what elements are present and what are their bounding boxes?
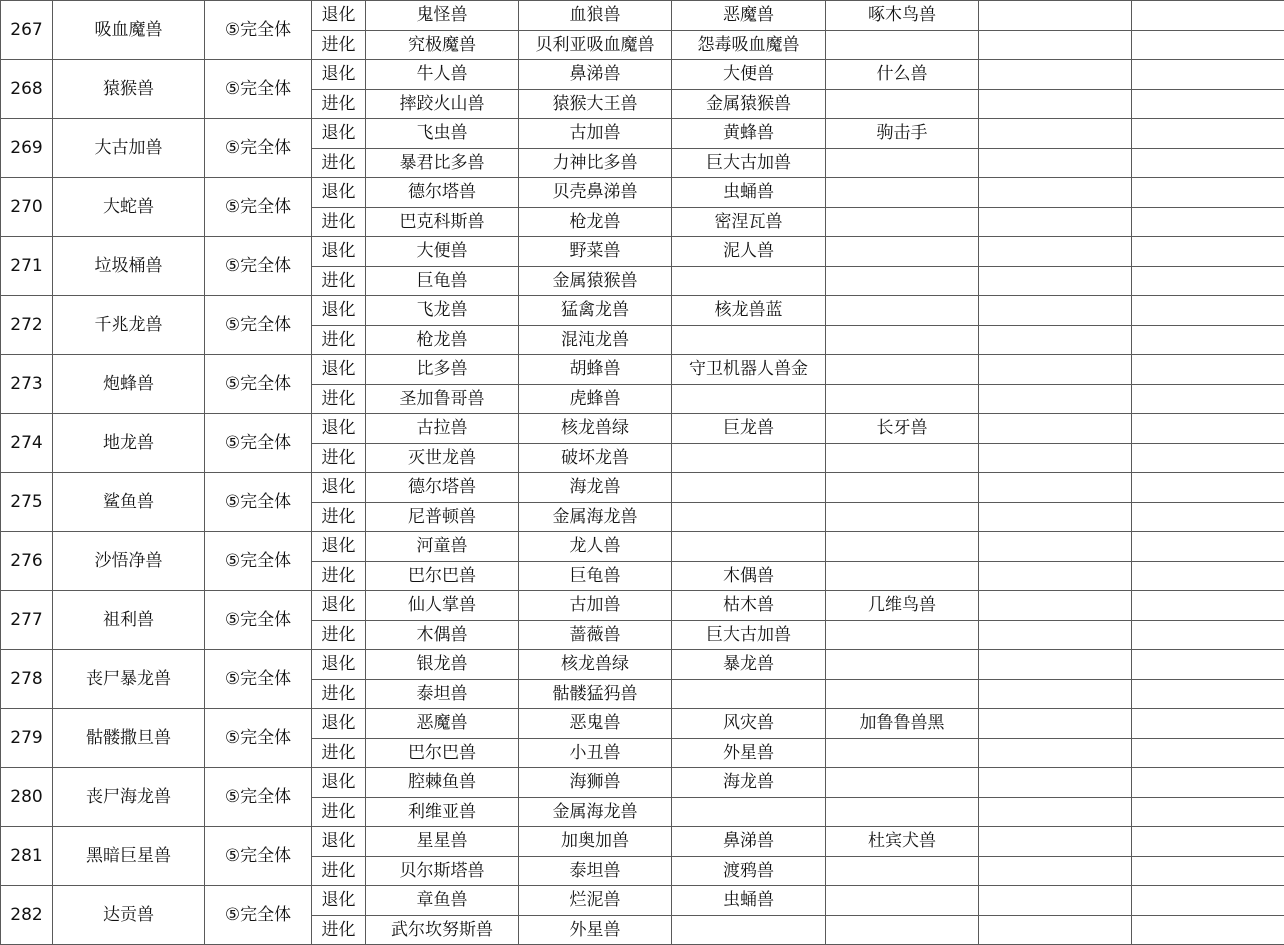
evolve-target-cell[interactable] [1132,856,1284,886]
stage-cell[interactable]: ⑤完全体 [205,119,312,178]
devolve-target-cell[interactable]: 虫蛹兽 [672,178,826,208]
evolve-target-cell[interactable] [1132,915,1284,945]
digimon-id-cell[interactable]: 271 [1,237,53,296]
table-row [1,768,1284,798]
evolve-target-cell[interactable]: 贝尔斯塔兽 [366,856,519,886]
evolve-label-cell[interactable]: 进化 [312,148,366,178]
evolve-target-cell[interactable]: 渡鸦兽 [672,856,826,886]
table-row [1,473,1284,503]
evolve-label-cell[interactable]: 进化 [312,384,366,414]
evolve-label-cell[interactable]: 进化 [312,502,366,532]
devolve-target-cell[interactable]: 德尔塔兽 [366,178,519,208]
devolve-label-cell[interactable]: 退化 [312,1,366,31]
devolve-target-cell[interactable]: 海龙兽 [519,473,672,503]
evolve-target-cell[interactable] [979,797,1132,827]
devolve-target-cell[interactable] [1132,60,1284,90]
evolve-target-cell[interactable]: 暴君比多兽 [366,148,519,178]
devolve-target-cell[interactable]: 几维鸟兽 [826,591,979,621]
devolve-target-cell[interactable]: 暴龙兽 [672,650,826,680]
table-row [1,414,1284,444]
evolve-target-cell[interactable] [979,207,1132,237]
devolve-target-cell[interactable] [979,650,1132,680]
evolve-label-cell[interactable]: 进化 [312,30,366,60]
digimon-id-cell[interactable]: 270 [1,178,53,237]
digimon-name-cell[interactable]: 千兆龙兽 [53,296,205,355]
digimon-id-cell[interactable]: 275 [1,473,53,532]
evolve-target-cell[interactable] [1132,89,1284,119]
evolve-target-cell[interactable] [826,443,979,473]
evolve-target-cell[interactable]: 外星兽 [519,915,672,945]
evolve-target-cell[interactable] [826,384,979,414]
devolve-target-cell[interactable]: 泥人兽 [672,237,826,267]
digimon-id-cell[interactable]: 280 [1,768,53,827]
devolve-target-cell[interactable]: 猛禽龙兽 [519,296,672,326]
table-row [1,650,1284,680]
evolve-label-cell[interactable]: 进化 [312,738,366,768]
digimon-name-cell[interactable]: 猿猴兽 [53,60,205,119]
devolve-target-cell[interactable] [979,827,1132,857]
devolve-target-cell[interactable] [826,296,979,326]
devolve-target-cell[interactable] [1132,178,1284,208]
evolve-label-cell[interactable]: 进化 [312,561,366,591]
digimon-name-cell[interactable]: 达贡兽 [53,886,205,945]
devolve-target-cell[interactable]: 古加兽 [519,119,672,149]
stage-cell[interactable]: ⑤完全体 [205,178,312,237]
devolve-target-cell[interactable]: 比多兽 [366,355,519,385]
digimon-id-cell[interactable]: 267 [1,1,53,60]
stage-cell[interactable]: ⑤完全体 [205,473,312,532]
evolve-target-cell[interactable]: 金属猿猴兽 [519,266,672,296]
devolve-target-cell[interactable] [979,768,1132,798]
devolve-target-cell[interactable]: 恶魔兽 [672,1,826,31]
devolve-target-cell[interactable] [979,1,1132,31]
devolve-target-cell[interactable]: 胡蜂兽 [519,355,672,385]
evolve-target-cell[interactable]: 木偶兽 [672,561,826,591]
devolve-target-cell[interactable] [826,768,979,798]
evolve-target-cell[interactable]: 贝利亚吸血魔兽 [519,30,672,60]
digimon-id-cell[interactable]: 278 [1,650,53,709]
evolve-target-cell[interactable]: 巴尔巴兽 [366,738,519,768]
evolve-target-cell[interactable]: 枪龙兽 [366,325,519,355]
evolve-target-cell[interactable] [672,384,826,414]
digimon-name-cell[interactable]: 地龙兽 [53,414,205,473]
devolve-label-cell[interactable]: 退化 [312,414,366,444]
devolve-target-cell[interactable] [672,473,826,503]
devolve-label-cell[interactable]: 退化 [312,473,366,503]
devolve-target-cell[interactable] [979,60,1132,90]
devolve-target-cell[interactable] [826,532,979,562]
evolve-target-cell[interactable]: 骷髅猛犸兽 [519,679,672,709]
digimon-id-cell[interactable]: 273 [1,355,53,414]
devolve-target-cell[interactable]: 飞虫兽 [366,119,519,149]
evolve-target-cell[interactable]: 猿猴大王兽 [519,89,672,119]
evolve-target-cell[interactable] [1132,148,1284,178]
evolve-target-cell[interactable] [826,502,979,532]
devolve-target-cell[interactable]: 德尔塔兽 [366,473,519,503]
evolve-target-cell[interactable] [979,502,1132,532]
devolve-target-cell[interactable] [1132,296,1284,326]
table-row [1,1,1284,31]
evolve-target-cell[interactable] [1132,561,1284,591]
evolve-target-cell[interactable]: 摔跤火山兽 [366,89,519,119]
evolve-target-cell[interactable]: 外星兽 [672,738,826,768]
devolve-target-cell[interactable] [979,532,1132,562]
evolve-target-cell[interactable] [1132,207,1284,237]
digimon-name-cell[interactable]: 鲨鱼兽 [53,473,205,532]
digimon-name-cell[interactable]: 祖利兽 [53,591,205,650]
evolve-target-cell[interactable]: 究极魔兽 [366,30,519,60]
devolve-target-cell[interactable]: 牛人兽 [366,60,519,90]
evolve-target-cell[interactable] [826,856,979,886]
evolve-target-cell[interactable] [672,266,826,296]
devolve-label-cell[interactable]: 退化 [312,119,366,149]
table-row [1,827,1284,857]
devolve-target-cell[interactable]: 古拉兽 [366,414,519,444]
devolve-target-cell[interactable] [979,119,1132,149]
stage-cell[interactable]: ⑤完全体 [205,1,312,60]
devolve-target-cell[interactable]: 野菜兽 [519,237,672,267]
devolve-label-cell[interactable]: 退化 [312,60,366,90]
devolve-label-cell[interactable]: 退化 [312,355,366,385]
devolve-target-cell[interactable]: 海狮兽 [519,768,672,798]
devolve-label-cell[interactable]: 退化 [312,178,366,208]
devolve-target-cell[interactable]: 银龙兽 [366,650,519,680]
devolve-target-cell[interactable]: 枯木兽 [672,591,826,621]
digimon-name-cell[interactable]: 炮蜂兽 [53,355,205,414]
devolve-target-cell[interactable]: 长牙兽 [826,414,979,444]
evolve-target-cell[interactable] [1132,620,1284,650]
digimon-id-cell[interactable]: 276 [1,532,53,591]
devolve-target-cell[interactable] [1132,650,1284,680]
devolve-target-cell[interactable] [1132,237,1284,267]
evolve-target-cell[interactable]: 力神比多兽 [519,148,672,178]
digimon-id-cell[interactable]: 274 [1,414,53,473]
evolve-target-cell[interactable] [1132,266,1284,296]
evolve-target-cell[interactable]: 金属海龙兽 [519,502,672,532]
devolve-target-cell[interactable]: 巨龙兽 [672,414,826,444]
stage-cell[interactable]: ⑤完全体 [205,827,312,886]
evolve-target-cell[interactable] [826,207,979,237]
devolve-label-cell[interactable]: 退化 [312,768,366,798]
evolve-target-cell[interactable]: 混沌龙兽 [519,325,672,355]
devolve-target-cell[interactable]: 大便兽 [672,60,826,90]
evolve-target-cell[interactable] [826,797,979,827]
devolve-label-cell[interactable]: 退化 [312,827,366,857]
evolve-target-cell[interactable] [979,738,1132,768]
evolve-target-cell[interactable]: 泰坦兽 [519,856,672,886]
evolve-target-cell[interactable]: 金属海龙兽 [519,797,672,827]
evolve-target-cell[interactable]: 巴尔巴兽 [366,561,519,591]
evolve-target-cell[interactable] [979,325,1132,355]
devolve-target-cell[interactable] [1132,473,1284,503]
evolve-target-cell[interactable] [979,30,1132,60]
table-row [1,178,1284,208]
stage-cell[interactable]: ⑤完全体 [205,532,312,591]
evolve-label-cell[interactable]: 进化 [312,856,366,886]
evolve-target-cell[interactable] [979,89,1132,119]
devolve-target-cell[interactable]: 章鱼兽 [366,886,519,916]
stage-cell[interactable]: ⑤完全体 [205,237,312,296]
evolve-target-cell[interactable] [826,325,979,355]
evolve-target-cell[interactable]: 金属猿猴兽 [672,89,826,119]
evolve-target-cell[interactable] [826,266,979,296]
devolve-target-cell[interactable] [672,532,826,562]
devolve-target-cell[interactable]: 腔棘鱼兽 [366,768,519,798]
digimon-id-cell[interactable]: 279 [1,709,53,768]
devolve-target-cell[interactable] [979,178,1132,208]
devolve-target-cell[interactable] [1132,532,1284,562]
evolve-target-cell[interactable]: 圣加鲁哥兽 [366,384,519,414]
table-row [1,532,1284,562]
evolve-target-cell[interactable] [826,679,979,709]
evolve-label-cell[interactable]: 进化 [312,443,366,473]
devolve-target-cell[interactable]: 啄木鸟兽 [826,1,979,31]
evolve-target-cell[interactable]: 巴克科斯兽 [366,207,519,237]
devolve-target-cell[interactable]: 贝壳鼻涕兽 [519,178,672,208]
devolve-target-cell[interactable] [979,473,1132,503]
devolve-target-cell[interactable]: 加奥加兽 [519,827,672,857]
devolve-target-cell[interactable] [1132,355,1284,385]
devolve-target-cell[interactable] [979,414,1132,444]
devolve-target-cell[interactable]: 海龙兽 [672,768,826,798]
digimon-name-cell[interactable]: 丧尸海龙兽 [53,768,205,827]
digimon-id-cell[interactable]: 269 [1,119,53,178]
evolve-target-cell[interactable] [1132,443,1284,473]
evolve-target-cell[interactable] [1132,797,1284,827]
devolve-target-cell[interactable] [979,591,1132,621]
digimon-id-cell[interactable]: 281 [1,827,53,886]
stage-cell[interactable]: ⑤完全体 [205,709,312,768]
devolve-target-cell[interactable] [1132,1,1284,31]
devolve-target-cell[interactable]: 驹击手 [826,119,979,149]
devolve-target-cell[interactable] [826,650,979,680]
stage-cell[interactable]: ⑤完全体 [205,355,312,414]
evolve-target-cell[interactable] [1132,502,1284,532]
devolve-target-cell[interactable] [979,237,1132,267]
devolve-target-cell[interactable]: 鬼怪兽 [366,1,519,31]
evolve-target-cell[interactable]: 武尔坎努斯兽 [366,915,519,945]
evolve-target-cell[interactable] [826,30,979,60]
digimon-id-cell[interactable]: 282 [1,886,53,945]
evolve-target-cell[interactable] [1132,384,1284,414]
evolve-target-cell[interactable]: 泰坦兽 [366,679,519,709]
evolve-label-cell[interactable]: 进化 [312,620,366,650]
digimon-name-cell[interactable]: 大古加兽 [53,119,205,178]
devolve-target-cell[interactable] [826,237,979,267]
devolve-target-cell[interactable]: 血狼兽 [519,1,672,31]
evolve-target-cell[interactable] [826,148,979,178]
devolve-target-cell[interactable]: 龙人兽 [519,532,672,562]
evolve-target-cell[interactable] [1132,30,1284,60]
digimon-name-cell[interactable]: 丧尸暴龙兽 [53,650,205,709]
devolve-target-cell[interactable]: 仙人掌兽 [366,591,519,621]
digimon-name-cell[interactable]: 黑暗巨星兽 [53,827,205,886]
devolve-label-cell[interactable]: 退化 [312,237,366,267]
digimon-id-cell[interactable]: 268 [1,60,53,119]
table-row [1,355,1284,385]
devolve-target-cell[interactable]: 恶鬼兽 [519,709,672,739]
devolve-target-cell[interactable] [1132,709,1284,739]
evolve-target-cell[interactable] [672,443,826,473]
evolve-target-cell[interactable]: 巨大古加兽 [672,620,826,650]
evolve-target-cell[interactable] [979,856,1132,886]
stage-cell[interactable]: ⑤完全体 [205,60,312,119]
devolve-label-cell[interactable]: 退化 [312,532,366,562]
devolve-label-cell[interactable]: 退化 [312,886,366,916]
stage-cell[interactable]: ⑤完全体 [205,296,312,355]
evolve-target-cell[interactable]: 密涅瓦兽 [672,207,826,237]
evolve-target-cell[interactable] [826,915,979,945]
digimon-name-cell[interactable]: 骷髅撒旦兽 [53,709,205,768]
devolve-target-cell[interactable]: 鼻涕兽 [519,60,672,90]
evolve-target-cell[interactable]: 巨龟兽 [366,266,519,296]
devolve-target-cell[interactable] [979,709,1132,739]
evolve-target-cell[interactable] [979,679,1132,709]
evolve-target-cell[interactable] [1132,325,1284,355]
evolve-label-cell[interactable]: 进化 [312,915,366,945]
devolve-target-cell[interactable]: 虫蛹兽 [672,886,826,916]
table-body [1,1,1284,945]
devolve-target-cell[interactable] [826,178,979,208]
devolve-target-cell[interactable]: 恶魔兽 [366,709,519,739]
evolve-target-cell[interactable] [826,738,979,768]
evolve-target-cell[interactable]: 破坏龙兽 [519,443,672,473]
digimon-name-cell[interactable]: 大蛇兽 [53,178,205,237]
devolve-target-cell[interactable]: 星星兽 [366,827,519,857]
devolve-label-cell[interactable]: 退化 [312,709,366,739]
devolve-label-cell[interactable]: 退化 [312,296,366,326]
devolve-target-cell[interactable]: 核龙兽绿 [519,650,672,680]
evolve-target-cell[interactable] [979,620,1132,650]
devolve-target-cell[interactable]: 鼻涕兽 [672,827,826,857]
evolve-label-cell[interactable]: 进化 [312,89,366,119]
evolve-target-cell[interactable]: 尼普顿兽 [366,502,519,532]
evolve-label-cell[interactable]: 进化 [312,679,366,709]
evolve-label-cell[interactable]: 进化 [312,207,366,237]
devolve-target-cell[interactable]: 大便兽 [366,237,519,267]
table-row [1,119,1284,149]
devolve-target-cell[interactable]: 烂泥兽 [519,886,672,916]
devolve-target-cell[interactable] [1132,591,1284,621]
evolve-target-cell[interactable] [672,325,826,355]
devolve-target-cell[interactable]: 飞龙兽 [366,296,519,326]
table-row [1,296,1284,326]
evolve-target-cell[interactable] [979,443,1132,473]
stage-cell[interactable]: ⑤完全体 [205,886,312,945]
evolve-target-cell[interactable]: 枪龙兽 [519,207,672,237]
stage-cell[interactable]: ⑤完全体 [205,650,312,709]
digimon-name-cell[interactable]: 吸血魔兽 [53,1,205,60]
devolve-label-cell[interactable]: 退化 [312,591,366,621]
evolve-target-cell[interactable]: 蔷薇兽 [519,620,672,650]
evolve-target-cell[interactable]: 虎蜂兽 [519,384,672,414]
evolve-target-cell[interactable] [979,148,1132,178]
devolve-target-cell[interactable]: 什么兽 [826,60,979,90]
evolve-label-cell[interactable]: 进化 [312,325,366,355]
evolve-label-cell[interactable]: 进化 [312,266,366,296]
evolve-target-cell[interactable] [672,679,826,709]
evolve-target-cell[interactable] [1132,738,1284,768]
devolve-target-cell[interactable]: 河童兽 [366,532,519,562]
devolve-target-cell[interactable] [979,296,1132,326]
evolve-target-cell[interactable] [979,915,1132,945]
stage-cell[interactable]: ⑤完全体 [205,768,312,827]
devolve-target-cell[interactable]: 核龙兽蓝 [672,296,826,326]
devolve-target-cell[interactable] [1132,827,1284,857]
table-row [1,591,1284,621]
devolve-target-cell[interactable] [1132,119,1284,149]
digimon-name-cell[interactable]: 沙悟净兽 [53,532,205,591]
evolve-target-cell[interactable] [979,561,1132,591]
evolve-target-cell[interactable] [672,915,826,945]
digimon-id-cell[interactable]: 272 [1,296,53,355]
devolve-target-cell[interactable]: 黄蜂兽 [672,119,826,149]
table-row [1,709,1284,739]
evolve-target-cell[interactable]: 小丑兽 [519,738,672,768]
devolve-target-cell[interactable]: 杜宾犬兽 [826,827,979,857]
evolve-target-cell[interactable]: 木偶兽 [366,620,519,650]
digimon-name-cell[interactable]: 垃圾桶兽 [53,237,205,296]
devolve-target-cell[interactable] [979,355,1132,385]
devolve-target-cell[interactable] [826,355,979,385]
devolve-label-cell[interactable]: 退化 [312,650,366,680]
stage-cell[interactable]: ⑤完全体 [205,591,312,650]
evolve-target-cell[interactable] [826,561,979,591]
digimon-id-cell[interactable]: 277 [1,591,53,650]
evolve-target-cell[interactable] [826,89,979,119]
table-row [1,237,1284,267]
devolve-target-cell[interactable]: 加鲁鲁兽黑 [826,709,979,739]
devolve-target-cell[interactable]: 古加兽 [519,591,672,621]
devolve-target-cell[interactable]: 核龙兽绿 [519,414,672,444]
evolve-target-cell[interactable]: 利维亚兽 [366,797,519,827]
evolve-target-cell[interactable]: 巨龟兽 [519,561,672,591]
evolve-target-cell[interactable] [826,620,979,650]
evolve-target-cell[interactable] [672,502,826,532]
devolve-target-cell[interactable]: 守卫机器人兽金 [672,355,826,385]
evolve-label-cell[interactable]: 进化 [312,797,366,827]
evolve-target-cell[interactable] [672,797,826,827]
devolve-target-cell[interactable] [1132,414,1284,444]
devolve-target-cell[interactable] [826,473,979,503]
evolve-target-cell[interactable]: 巨大古加兽 [672,148,826,178]
evolve-target-cell[interactable] [979,384,1132,414]
evolve-target-cell[interactable] [1132,679,1284,709]
table-row [1,60,1284,90]
evolve-target-cell[interactable]: 怨毒吸血魔兽 [672,30,826,60]
devolve-target-cell[interactable] [1132,768,1284,798]
evolve-target-cell[interactable] [979,266,1132,296]
devolve-target-cell[interactable]: 风灾兽 [672,709,826,739]
evolve-target-cell[interactable]: 灭世龙兽 [366,443,519,473]
stage-cell[interactable]: ⑤完全体 [205,414,312,473]
